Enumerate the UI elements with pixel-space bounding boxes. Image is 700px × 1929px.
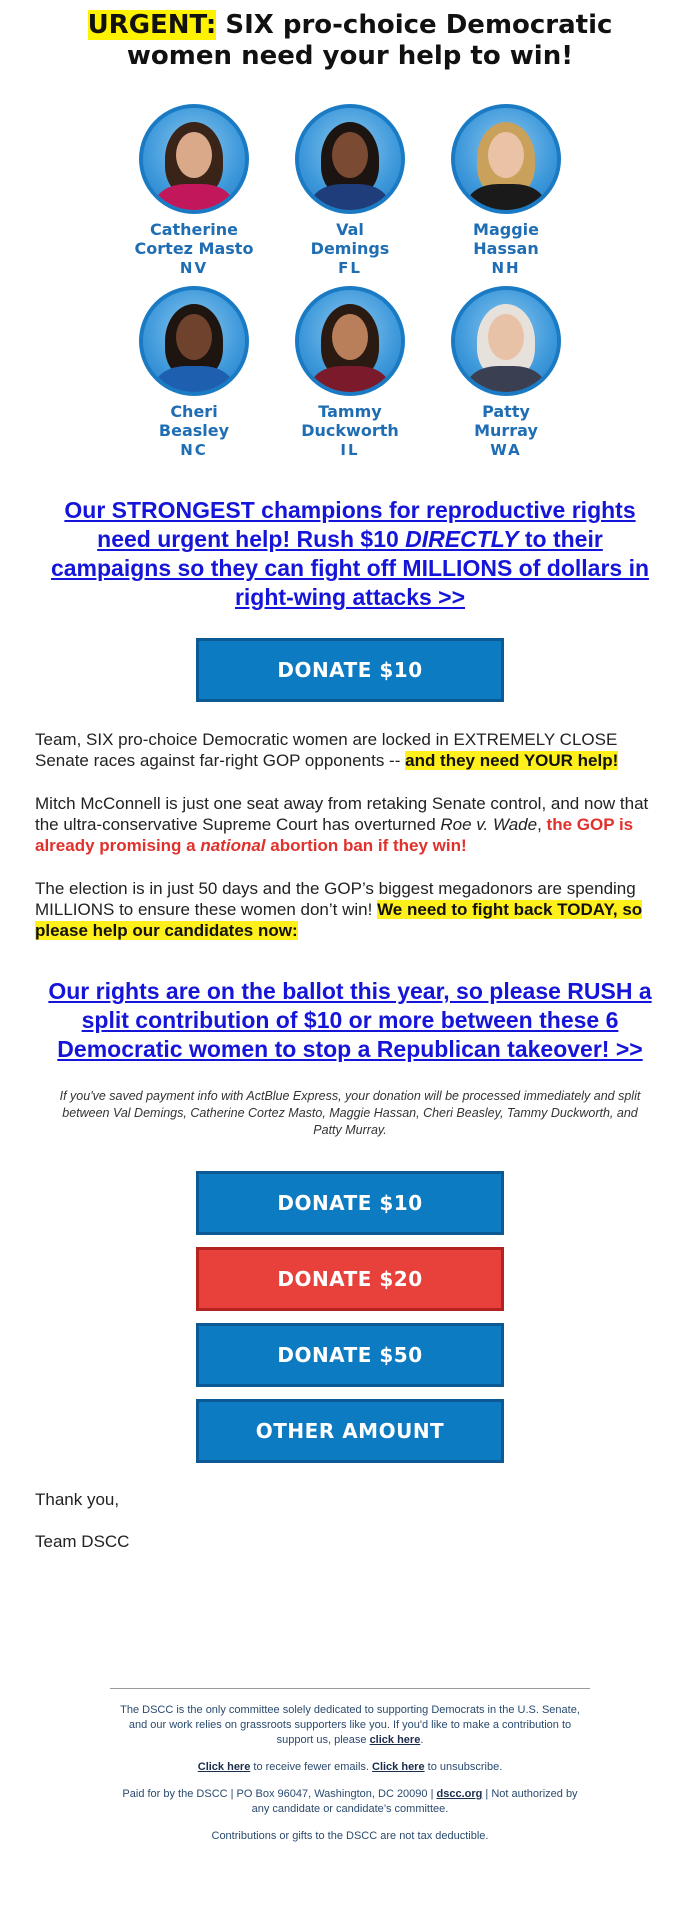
dscc-site-link[interactable]: dscc.org	[436, 1788, 483, 1800]
candidate-first-name: Maggie	[473, 220, 539, 239]
candidate-last-name: Duckworth	[301, 421, 399, 440]
paragraph-text: The election is in just 50 days and the GOP’s biggest megadonors are spending MILLIONS to ensure these women don’t win!	[35, 879, 636, 919]
fewer-emails-link[interactable]: Click here	[197, 1761, 251, 1773]
signoff-thanks: Thank you,	[35, 1490, 120, 1509]
paragraph-text: Mitch McConnell is just one seat away from retaking Senate control, and now that the ultra-conservative Supreme Court has overturned	[35, 794, 649, 834]
candidate-photo	[451, 104, 561, 214]
candidate-card	[272, 286, 428, 460]
footer-text: Paid for by the DSCC | PO Box 96047, Washington, DC 20090 |	[122, 1788, 437, 1800]
alert-text: the GOP is already promising a	[35, 815, 634, 855]
candidate-photo	[295, 104, 405, 214]
candidate-photo	[139, 286, 249, 396]
signoff-team: Team DSCC	[35, 1532, 130, 1551]
footer-divider	[110, 1688, 590, 1689]
cta-link-emphasis: DIRECTLY	[405, 526, 519, 552]
candidate-photo	[451, 286, 561, 396]
highlighted-text: and they need YOUR help!	[405, 751, 619, 770]
footer-email-prefs	[120, 1760, 580, 1775]
case-name: Roe v. Wade	[440, 815, 538, 834]
footer-text: The DSCC is the only committee solely dedicated to supporting Democrats in the U.S. Senate, and our work relies on grassroots supporters like you. If you'd like to make a contribution to support us, please	[120, 1704, 580, 1746]
candidate-first-name: Patty	[482, 402, 530, 421]
candidate-photo	[295, 286, 405, 396]
candidate-first-name: Tammy	[318, 402, 382, 421]
footer-text: to unsubscribe.	[424, 1761, 503, 1773]
paragraph-intro	[35, 729, 665, 771]
donate-50-button[interactable]: DONATE $50	[196, 1323, 504, 1387]
candidate-first-name: Cheri	[170, 402, 218, 421]
footer-tax-note: Contributions or gifts to the DSCC are not tax deductible.	[211, 1830, 489, 1842]
candidate-last-name: Cortez Masto	[134, 239, 254, 258]
other-amount-button[interactable]: OTHER AMOUNT	[196, 1399, 504, 1463]
paragraph-mcconnell	[35, 793, 665, 856]
donate-20-button[interactable]: DONATE $20	[196, 1247, 504, 1311]
email-body	[35, 0, 665, 1844]
cta-link-text: Our STRONGEST champions for reproductive rights need urgent help! Rush $10	[64, 497, 636, 552]
cta-link-rush-10[interactable]	[35, 496, 665, 612]
candidate-first-name: Val	[336, 220, 364, 239]
donate-10-button-top[interactable]: DONATE $10	[196, 638, 504, 702]
candidate-state: NV	[179, 259, 209, 277]
candidate-state: IL	[340, 441, 360, 459]
unsubscribe-link[interactable]: Click here	[372, 1761, 425, 1773]
footer	[120, 1703, 580, 1844]
headline-text: SIX pro-choice Democratic women need your help to win!	[126, 10, 613, 71]
alert-text-emphasis: national	[200, 836, 266, 855]
footer-text: to receive fewer emails.	[250, 1761, 372, 1773]
paragraph-text: Team, SIX pro-choice Democratic women are locked in EXTREMELY CLOSE Senate races against far-right GOP opponents --	[35, 730, 618, 770]
candidate-last-name: Demings	[310, 239, 390, 258]
candidate-last-name: Beasley	[158, 421, 230, 440]
candidate-card	[428, 286, 584, 460]
urgent-label: URGENT:	[87, 10, 217, 40]
candidate-state: WA	[490, 441, 522, 459]
candidate-card	[116, 104, 272, 278]
alert-text: abortion ban if they win!	[265, 836, 467, 855]
candidate-last-name: Hassan	[473, 239, 539, 258]
cta-link-split-contribution[interactable]: Our rights are on the ballot this year, so please RUSH a split contribution of $10 or more between these 6 Democratic women to stop a Republican takeover! >>	[48, 978, 652, 1062]
footer-paid-for	[120, 1787, 580, 1817]
candidate-photo	[139, 104, 249, 214]
candidate-card	[272, 104, 428, 278]
candidate-first-name: Catherine	[149, 220, 239, 239]
candidate-grid	[35, 104, 665, 460]
highlighted-text: We need to fight back TODAY, so please help our candidates now:	[35, 900, 643, 940]
contribute-link[interactable]: click here	[369, 1734, 421, 1746]
candidate-last-name: Murray	[474, 421, 538, 440]
candidate-state: FL	[338, 259, 362, 277]
candidate-card	[116, 286, 272, 460]
footer-about	[120, 1703, 580, 1748]
headline	[35, 0, 665, 72]
paragraph-election	[35, 878, 665, 941]
actblue-disclaimer: If you've saved payment info with ActBlue Express, your donation will be processed immediately and split between Val Demings, Catherine Cortez Masto, Maggie Hassan, Cheri Beasley, Tammy Duckworth, and Patty Murray.	[59, 1089, 641, 1137]
candidate-card	[428, 104, 584, 278]
cta-link-text: to their campaigns so they can fight off MILLIONS of dollars in right-wing attacks >>	[50, 526, 650, 610]
donate-10-button[interactable]: DONATE $10	[196, 1171, 504, 1235]
paragraph-text: ,	[537, 815, 547, 834]
candidate-state: NC	[180, 441, 208, 459]
candidate-state: NH	[491, 259, 521, 277]
footer-text: .	[420, 1734, 424, 1746]
footer-text: | Not authorized by any candidate or candidate’s committee.	[251, 1788, 578, 1815]
